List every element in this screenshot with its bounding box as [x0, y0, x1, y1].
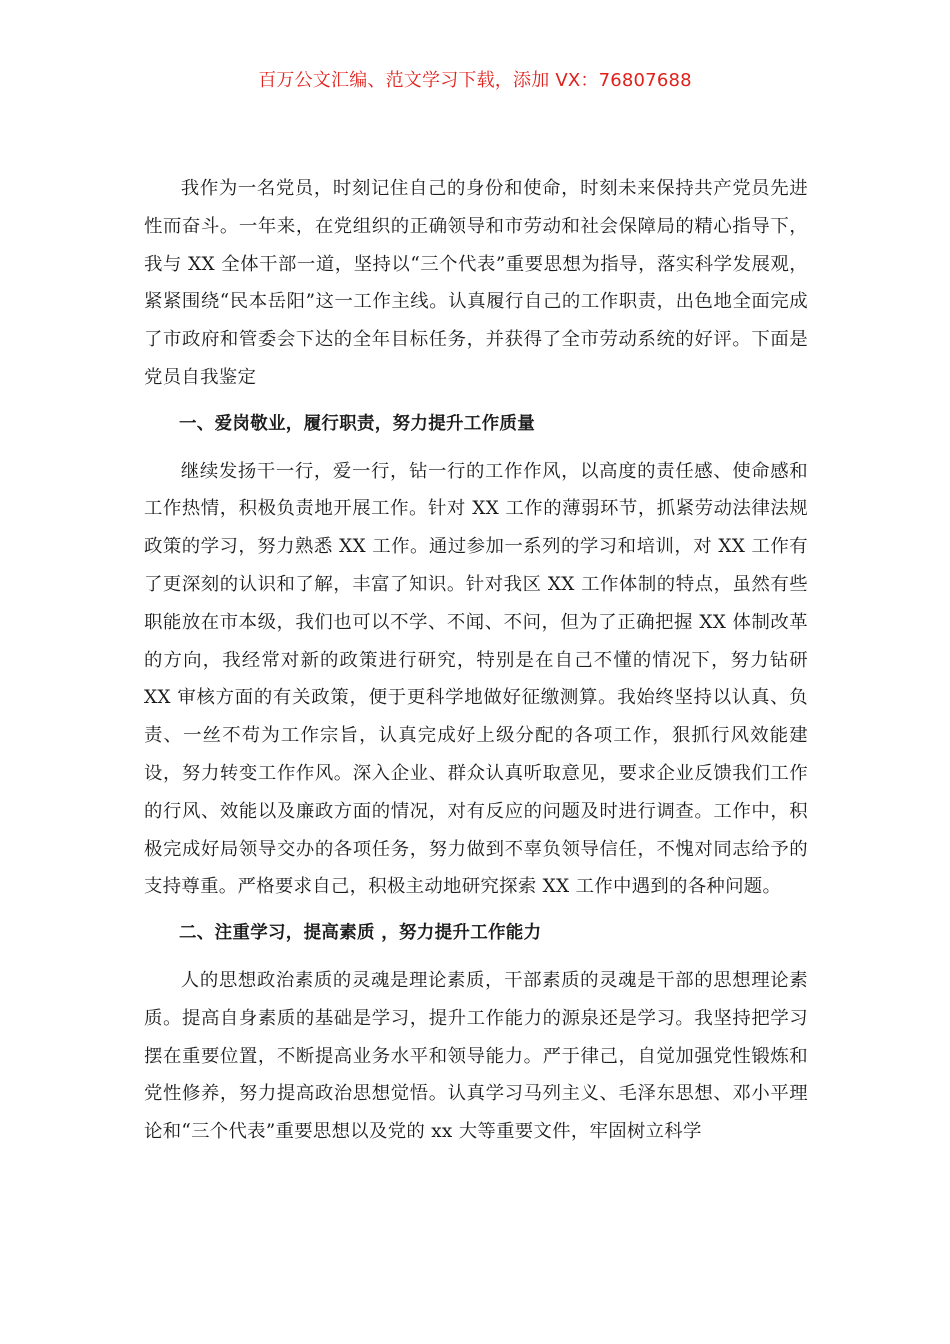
header-watermark: 百万公文汇编、范文学习下载，添加 VX：76807688	[258, 70, 692, 91]
section-1-heading: 一、爱岗敬业，履行职责，努力提升工作质量	[179, 413, 535, 434]
document-body	[144, 170, 808, 1151]
section-1-paragraph: 继续发扬干一行，爱一行，钻一行的工作作风，以高度的责任感、使命感和工作热情，积极负责地开展工作。针对 XX 工作的薄弱环节，抓紧劳动法律法规政策的学习，努力熟悉 XX 工作。通过参加一系列的学习和培训，对 XX 工作有了更深刻的认识和了解，丰富了知识。针对我区 XX 工作体制的特点，虽然有些职能放在市本级，我们也可以不学、不闻、不问，但为了正确把握 XX 体制改革的方向，我经常对新的政策进行研究，特别是在自己不懂的情况下，努力钻研 XX 审核方面的有关政策，便于更科学地做好征缴测算。我始终坚持以认真、负责、一丝不苟为工作宗旨，认真完成好上级分配的各项工作，狠抓行风效能建设，努力转变工作作风。深入企业、群众认真听取意见，要求企业反馈我们工作的行风、效能以及廉政方面的情况，对有反应的问题及时进行调查。工作中，积极完成好局领导交办的各项任务，努力做到不辜负领导信任，不愧对同志给予的支持尊重。严格要求自己，积极主动地研究探索 XX 工作中遇到的各种问题。	[144, 460, 808, 898]
intro-paragraph: 我作为一名党员，时刻记住自己的身份和使命，时刻未来保持共产党员先进性而奋斗。一年来，在党组织的正确领导和市劳动和社会保障局的精心指导下，我与 XX 全体干部一道，坚持以“三个代表”重要思想为指导，落实科学发展观，紧紧围绕“民本岳阳”这一工作主线。认真履行自己的工作职责，出色地全面完成了市政府和管委会下达的全年目标任务，并获得了全市劳动系统的好评。下面是党员自我鉴定	[144, 178, 808, 388]
section-2-heading: 二、注重学习，提高素质 ，努力提升工作能力	[179, 923, 542, 944]
section-2-paragraph: 人的思想政治素质的灵魂是理论素质，干部素质的灵魂是干部的思想理论素质。提高自身素质的基础是学习，提升工作能力的源泉还是学习。我坚持把学习摆在重要位置，不断提高业务水平和领导能力。严于律己，自觉加强党性锻炼和党性修养，努力提高政治思想觉悟。认真学习马列主义、毛泽东思想、邓小平理论和“三个代表”重要思想以及党的 xx 大等重要文件，牢固树立科学	[144, 969, 808, 1143]
